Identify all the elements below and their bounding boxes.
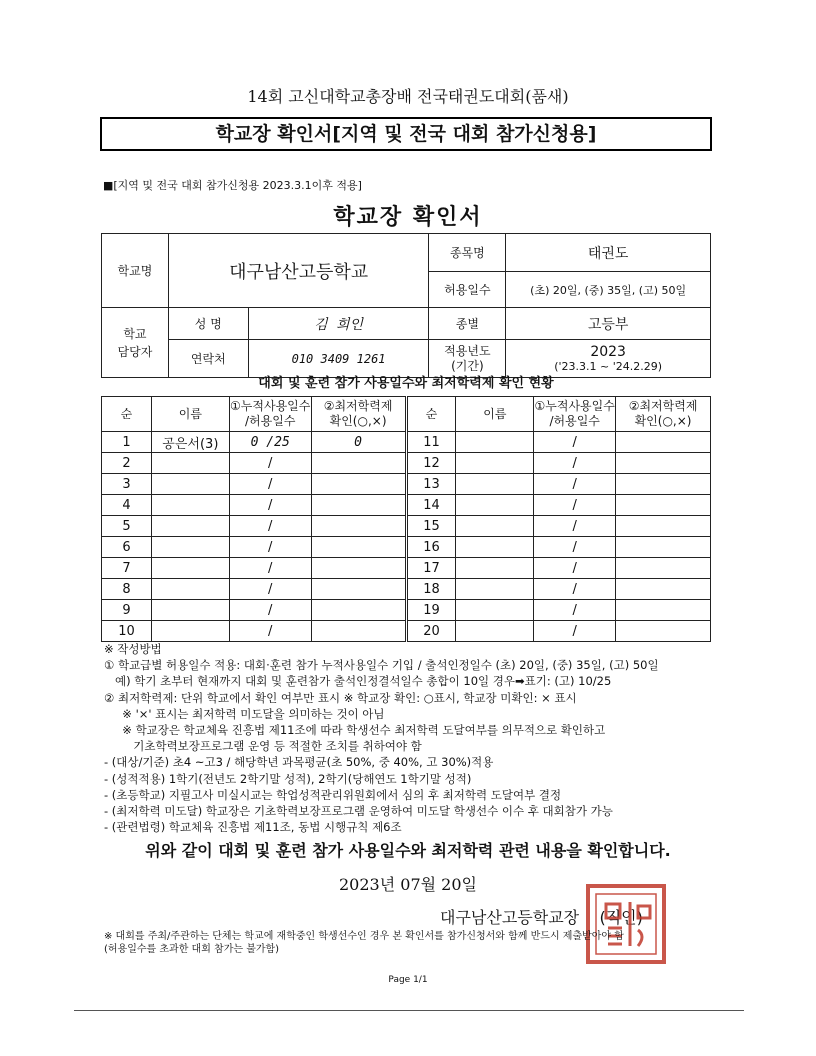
cell-no: 2: [102, 453, 152, 474]
note-line: - (초등학교) 지필고사 미실시교는 학업성적관리위원회에서 심의 후 최저학력 도달여부 결정: [104, 787, 562, 802]
cell-days: /: [229, 474, 311, 495]
document-header-box: 학교장 확인서[지역 및 전국 대회 참가신청용]: [100, 117, 712, 151]
cell-days: /: [229, 600, 311, 621]
cell-no: 4: [102, 495, 152, 516]
cell-name: [456, 579, 534, 600]
note-line: - (대상/기준) 초4 ~고3 / 해당학년 과목평균(초 50%, 중 40%, 고 30%)적용: [104, 755, 494, 770]
table-row: [102, 453, 711, 474]
cell-check: [311, 579, 406, 600]
cell-no: 9: [102, 600, 152, 621]
cell-no: 17: [406, 558, 456, 579]
cell-name: [151, 537, 229, 558]
cell-no: 20: [406, 621, 456, 642]
cell-name: 공은서(3): [151, 432, 229, 453]
cell-name: [456, 495, 534, 516]
table-row: [102, 600, 711, 621]
year-value: 2023: [590, 344, 626, 360]
cell-no: 1: [102, 432, 152, 453]
note-line: ※ 학교장은 학교체육 진흥법 제11조에 따라 학생선수 최저학력 도달여부를 의무적으로 확인하고: [104, 723, 606, 738]
cell-name: [456, 453, 534, 474]
note-line: 기초학력보장프로그램 운영 등 적절한 조치를 취하여야 함: [104, 739, 422, 754]
cell-days: /: [534, 537, 616, 558]
cell-name: [151, 516, 229, 537]
cell-days: /: [229, 579, 311, 600]
table-row: [102, 621, 711, 642]
col-name: 이름: [456, 397, 534, 432]
division-label: 종별: [429, 308, 506, 340]
cell-check: [616, 579, 711, 600]
cell-days: 0 /25: [229, 432, 311, 453]
cell-days: /: [229, 516, 311, 537]
cell-name: [151, 558, 229, 579]
cell-no: 18: [406, 579, 456, 600]
cell-no: 5: [102, 516, 152, 537]
cell-days: /: [534, 621, 616, 642]
col-days: ①누적사용일수 /허용일수: [534, 397, 616, 432]
col-check: ②최저학력제 확인(○,×): [311, 397, 406, 432]
cell-check: [311, 453, 406, 474]
cell-name: [456, 621, 534, 642]
cell-days: /: [534, 579, 616, 600]
cell-days: /: [229, 621, 311, 642]
cell-check: [311, 495, 406, 516]
cell-check: [616, 558, 711, 579]
cell-days: /: [534, 516, 616, 537]
school-value: 대구남산고등학교: [168, 234, 429, 308]
cell-no: 6: [102, 537, 152, 558]
note-line: - (최저학력 미도달) 학교장은 기초학력보장프로그램 운영하여 미도달 학생선수 이수 후 대회참가 가능: [104, 804, 613, 819]
table-row: [102, 432, 711, 453]
usage-heading: 대회 및 훈련 참가 사용일수와 최저학력제 확인 현황: [258, 376, 554, 391]
cell-days: /: [229, 537, 311, 558]
cell-name: [151, 495, 229, 516]
col-no: 순: [102, 397, 152, 432]
cell-check: [616, 600, 711, 621]
note-line: ※ '×' 표시는 최저학력 미도달을 의미하는 것이 아님: [104, 706, 385, 721]
table-row: [102, 474, 711, 495]
competition-title: 14회 고신대학교총장배 전국태권도대회(품새): [247, 87, 569, 106]
cell-name: [151, 621, 229, 642]
cell-check: [616, 432, 711, 453]
table-row: [102, 516, 711, 537]
cell-check: [616, 516, 711, 537]
school-info-table: [101, 233, 711, 378]
cell-no: 3: [102, 474, 152, 495]
year-label: 적용년도 (기간): [429, 340, 506, 378]
cell-days: /: [534, 432, 616, 453]
note-line: ② 최저학력제: 단위 학교에서 확인 여부만 표시 ※ 학교장 확인: ○표시, 학교장 미확인: × 표시: [104, 690, 577, 705]
cell-no: 15: [406, 516, 456, 537]
cell-name: [456, 558, 534, 579]
event-label: 종목명: [429, 234, 506, 272]
col-name: 이름: [151, 397, 229, 432]
footer-note: ※ 대회를 주최/주관하는 단체는 학교에 재학중인 학생선수인 경우 본 확인서를 참가신청서와 함께 반드시 제출받아야 함 (허용일수를 초과한 대회 참가는 불가함): [104, 931, 624, 955]
allowed-days-label: 허용일수: [429, 272, 506, 308]
cell-no: 11: [406, 432, 456, 453]
cell-name: [151, 474, 229, 495]
cell-check: [311, 600, 406, 621]
cell-days: /: [534, 600, 616, 621]
cell-check: [311, 558, 406, 579]
application-subnote: ■[지역 및 전국 대회 참가신청용 2023.3.1이후 적용]: [103, 179, 362, 192]
cell-check: [311, 474, 406, 495]
cell-name: [456, 516, 534, 537]
division-value: 고등부: [506, 308, 711, 340]
allowed-days-value: (초) 20일, (중) 35일, (고) 50일: [506, 272, 711, 308]
cell-name: [151, 579, 229, 600]
event-value: 태권도: [506, 234, 711, 272]
name-value: 김 희인: [248, 308, 429, 340]
page-number: Page 1/1: [388, 975, 428, 985]
confirmation-statement: 위와 같이 대회 및 훈련 참가 사용일수와 최저학력 관련 내용을 확인합니다.: [145, 841, 671, 860]
school-label: 학교명: [102, 234, 169, 308]
name-label: 성 명: [168, 308, 248, 340]
note-line: ※ 작성방법: [104, 642, 162, 656]
cell-no: 16: [406, 537, 456, 558]
col-days: ①누적사용일수 /허용일수: [229, 397, 311, 432]
cell-days: /: [229, 558, 311, 579]
cell-days: /: [229, 495, 311, 516]
cell-days: /: [534, 558, 616, 579]
note-line: ① 학교급별 허용일수 적용: 대회·훈련 참가 누적사용일수 기입 / 출석인정일수 (초) 20일, (중) 35일, (고) 50일: [104, 658, 659, 673]
cell-check: [311, 516, 406, 537]
cell-check: [616, 495, 711, 516]
year-period: ('23.3.1 ~ '24.2.29): [554, 360, 663, 373]
cell-days: /: [229, 453, 311, 474]
cell-no: 8: [102, 579, 152, 600]
cell-check: 0: [311, 432, 406, 453]
cell-check: [616, 453, 711, 474]
principal-signature-line: 대구남산고등학교장 (직인): [440, 908, 643, 927]
cell-check: [311, 621, 406, 642]
cell-check: [616, 474, 711, 495]
table-row: [102, 495, 711, 516]
cell-check: [311, 537, 406, 558]
cell-check: [616, 537, 711, 558]
cell-name: [151, 600, 229, 621]
cell-no: 7: [102, 558, 152, 579]
cell-no: 14: [406, 495, 456, 516]
cell-name: [456, 432, 534, 453]
table-row: [102, 558, 711, 579]
col-no: 순: [406, 397, 456, 432]
note-line: 예) 학기 초부터 현재까지 대회 및 훈련참가 출석인정결석일수 총합이 10일 경우➡표기: (고) 10/25: [104, 674, 612, 689]
bottom-divider: [74, 1010, 744, 1011]
certificate-title: 학교장 확인서: [333, 205, 483, 230]
contact-value: 010 3409 1261: [248, 340, 429, 378]
note-line: - (관련법령) 학교체육 진흥법 제11조, 동법 시행규칙 제6조: [104, 820, 402, 835]
contact-label: 연락처: [168, 340, 248, 378]
cell-name: [456, 600, 534, 621]
cell-no: 13: [406, 474, 456, 495]
cell-name: [456, 537, 534, 558]
cell-check: [616, 621, 711, 642]
table-row: [102, 537, 711, 558]
cell-days: /: [534, 453, 616, 474]
cell-days: /: [534, 495, 616, 516]
col-check: ②최저학력제 확인(○,×): [616, 397, 711, 432]
issue-date: 2023년 07월 20일: [339, 875, 477, 894]
cell-days: /: [534, 474, 616, 495]
writing-instructions: [104, 641, 714, 835]
note-line: - (성적적용) 1학기(전년도 2학기말 성적), 2학기(당해연도 1학기말 성적): [104, 771, 472, 786]
manager-label: 학교 담당자: [102, 308, 169, 378]
cell-name: [456, 474, 534, 495]
usage-table: [101, 396, 711, 642]
table-row: [102, 579, 711, 600]
cell-no: 12: [406, 453, 456, 474]
cell-no: 10: [102, 621, 152, 642]
cell-name: [151, 453, 229, 474]
cell-no: 19: [406, 600, 456, 621]
